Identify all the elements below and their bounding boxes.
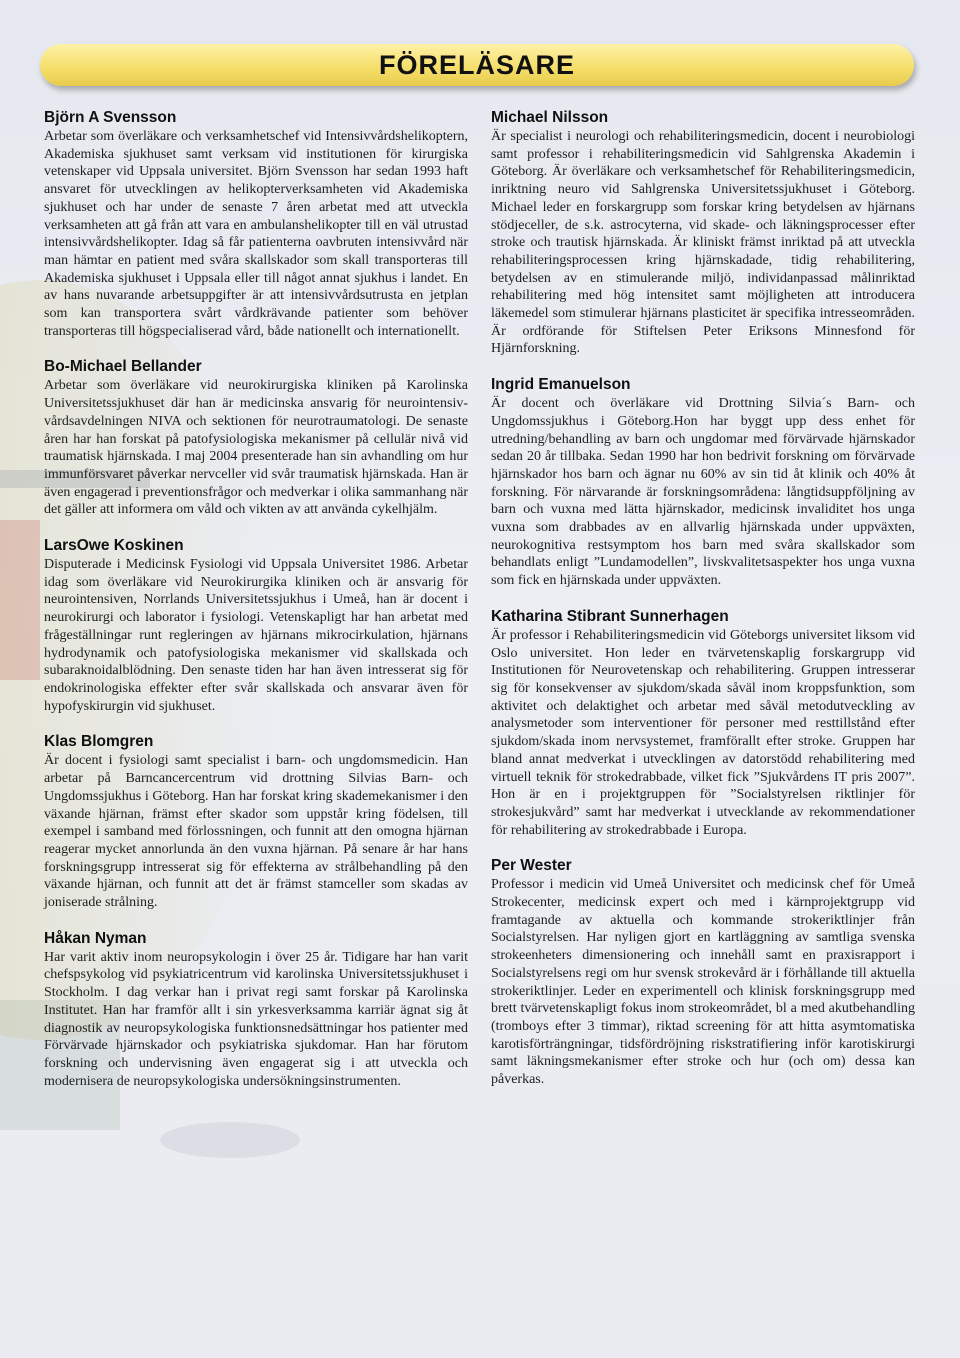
speaker-name: Bo-Michael Bellander (44, 358, 202, 376)
speaker-name: Katharina Stibrant Sunnerhagen (491, 607, 729, 625)
speaker-bio: Är specialist i neurologi och rehabiliteringsmedicin, docent i neurobiologi samt professor i rehabiliteringsmedicin vid Sahlgrenska Akademin i Göteborg. Är överläkare och verksamhetschef för Rehabiliteringsmedicin, inriktning neuro vid Sahlgrenska Universitetssjukhuset i Göteborg. Michael leder en forskargrupp som forskar kring betydelsen av hjärnans stödjeceller, de s.k. astrocyterna, vid skade- och läkningsprocesser efter stroke och trautisk hjärnskada. Är kliniskt främst inriktad på att utveckla rehabiliteringsprocessen kring hjärnskadade, tidig rehabilitering, betydelsen av en stimulerande miljö, individanpassad målinriktad rehabilitering med hög intensitet samt möjligheten att introducera läkemedel som stimulerar hjärnans plasticitet är specifika intresseområden. Är ordförande för Stiftelsen Peter Eriksons Minnesfond för Hjärnforskning. (491, 129, 915, 357)
speaker-klas-blomgren (44, 732, 468, 911)
speaker-hakan-nyman (44, 929, 468, 1091)
speaker-bjorn-a-svensson (44, 108, 468, 340)
speaker-name: Per Wester (491, 857, 572, 875)
speaker-bio: Disputerade i Medicinsk Fysiologi vid Uppsala Universitet 1986. Arbetar idag som överläkare vid Neurokirurgika kliniken och är ansvarig för neurointensiven, Norrlands Universitetssjukhus i Umeå, han är docent i neurokirurgi och laborator i fysiologi. Vetenskapligt har han arbetat med frågeställningar runt regleringen av hjärnans mikrocirkulation, hjärnans hydrodynamik och patofysiologiska mekanismer vid skallskada och subaraknoidalblödning. Den senaste tiden har han även intresserat sig för endokrinologiska effekter efter svår skallskada och ansvarar även för hypofyskirurgin vid sjukhuset. (44, 557, 468, 714)
speaker-bio: Arbetar som överläkare och verksamhetschef vid Intensivvårdshelikoptern, Akademiska sjukhuset samt verksam vid institutionen för kirurgiska vetenskaper vid Uppsala universitet. Björn Svensson har sedan 1993 haft ansvaret för utvecklingen av helikopterverksamheten vid Akademiska sjukhuset och har under de senaste 7 åren arbetat med att utveckla verksamheten att gå från att vara en ambulanshelikopter till en väl utrustad intensivvårdshelikopter. Idag så får patienterna oavbruten intensivvård när man hämtar en patient med svåra skallskador som skall transporteras till Akademiska sjukhuset i Uppsala eller till något annat sjukhus i landet. En av hans nuvarande arbetsuppgifter är att intensivvårdsutrusta en jetplan som kan transportera svårt vårdkrävande patienter som behöver transporteras till högspecialiserad vård, både nationellt och internationellt. (44, 129, 468, 339)
speaker-name: Håkan Nyman (44, 929, 147, 947)
speaker-name: Björn A Svensson (44, 109, 177, 126)
speaker-name: Ingrid Emanuelson (491, 376, 631, 394)
page-title: FÖRELÄSARE (378, 50, 575, 80)
speaker-bio: Professor i medicin vid Umeå Universitet och medicinsk chef för Umeå Strokecenter, medicinsk expert och med i kärnprojektgrupp vid framtagande av aktuella och kommande strokeriktlinjer från Socialstyrelsen. Har nyligen gjort en kartläggning av samtliga svenska strokeenheters dimensionering och innehåll samt en praxisrapport i Socialstyrelsens regi om hur svensk strokevård är i förhållande till aktuella strokeriktlinjer. Leder en experimentell och klinisk forskningsgrupp med brett tvärvetenskapligt fokus inom strokeområdet, bl a med akutbehandling (tromboys efter 3 timmar), riktad screening för att hitta asymtomatiska karotisförträngningar, tidsfördröjning riskstratifiering inför karotiskirurgi samt läkningsmekanismer efter stroke och hur (och om) dessa kan påverkas. (491, 877, 915, 1088)
speaker-name: Michael Nilsson (491, 109, 609, 126)
speaker-larsowe-koskinen (44, 536, 468, 715)
title-banner (40, 44, 914, 86)
speaker-katharina-stibrant-sunnerhagen (491, 607, 915, 839)
speaker-name: LarsOwe Koskinen (44, 537, 184, 555)
speaker-bio: Är professor i Rehabiliteringsmedicin vid Göteborgs universitet liksom vid Oslo universitet. Hon leder en tvärvetenskaplig forskargrupp vid Institutionen för Neurovetenskap och rehabilitering. Gruppen intresserar sig för konsekvenser av sjukdom/skada såväl inom kroppsfunktion, som aktivitet och delaktighet och arbetar med såväl metodutveckling av analysmetoder som interventioner för personer med resttillstånd efter sjukdom/skada inom nervsystemet, framförallt efter stroke. Gruppen har bland annat medverkat i utvecklingen av datorstödd rehabilitering med virtuell teknik för strokedrabbade, vilket fick ”Sjukvårdens IT pris 2007”. Hon är en i projektgruppen för ”Socialstyrelsen riktlinjer för strokesjukvård” samt har medverkat i utvecklande av rekommendationer för rehabilitering av strokedrabbade i Europa. (491, 627, 915, 838)
speaker-bo-michael-bellander (44, 357, 468, 519)
speaker-name: Klas Blomgren (44, 733, 154, 751)
speaker-bio: Är docent och överläkare vid Drottning Silvia´s Barn- och Ungdomssjukhus i Göteborg.Hon har byggt upp dess enhet för utredning/behandling av barn och ungdomar med förvärvade hjärnskador sedan 20 år tillbaka. Sedan 1990 har hon bedrivit forskning om förvärvade hjärnskador hos barn och ägnar nu 60% av sin tid åt klinik och 40% åt forskning. För närvarande är forskningsområdena: långtidsuppföljning av barn och vuxna med lätta hjärnskador, medicinsk invaliditet hos unga vuxna som drabbades av en allvarlig hjärnskada under uppväxten, neurokognitiva restsymptom hos barn med svåra skallskador som behandlats enligt ”Lundamodellen”, livskvalitetsaspekter hos unga vuxna som fick en hjärnskada under uppväxten. (491, 396, 915, 589)
speaker-michael-nilsson (491, 108, 915, 358)
speaker-bio: Är docent i fysiologi samt specialist i barn- och ungdomsmedicin. Han arbetar på Barncancercentrum vid drottning Silvias Barn- och Ungdomssjukhus i Göteborg. Han har forskat kring skademekanismer i den växande hjärnan, främst efter skador som uppstår kring födelsen, till exempel i samband med förlossningen, och funnit att den omogna hjärnan reagerar mycket annorlunda än den vuxna hjärnan. På senare år har hans forskningsgrupp intresserat sig för effekterna av strålbehandling på den växande hjärnan, och funnit att det är främst stamceller som skadas av joniserade strålning. (44, 753, 468, 911)
speaker-bio: Arbetar som överläkare vid neurokirurgiska kliniken på Karolinska Universitetssjukhuset där han är medicinska ansvarig för neurointensiv-vårdsavdelningen NIVA och sektionen för neurotraumatologi. De senaste åren har han forskat på patofysiologiska mekanismer på cellulär nivå vid traumatisk hjärnskada. I maj 2004 presenterade han sin avhandling om hur immunförsvaret påverkar nervceller vid svår traumatisk hjärnskada. Han är även engagerad i preventionsfrågor och medverkar i olika sammanhang när det gäller att informera om våld och vikten av att använda cykelhjälm. (44, 378, 468, 518)
speaker-ingrid-emanuelson (491, 375, 915, 590)
left-column (44, 108, 468, 1090)
speaker-bio: Har varit aktiv inom neuropsykologin i över 25 år. Tidigare har han varit chefspsykolog vid psykiatricentrum vid karolinska Universitetssjukhuset i Stockholm. I dag verkar han i privat regi samt forskar på Karolinska Institutet. Han har framför allt i sin yrkesverksamma karriär ägnat sig åt diagnostik av neuropsykologiska funktionsnedsättningar hos patienter med Förvärvade hjärnskador och psykiatriska sjukdomar. Han har förutom forskning och undervisning även engagerat sig i att utveckla och modernisera de neuropsykologiska undersökningsinstrumenten. (44, 949, 468, 1089)
right-column (491, 108, 915, 1089)
speaker-per-wester (491, 856, 915, 1088)
